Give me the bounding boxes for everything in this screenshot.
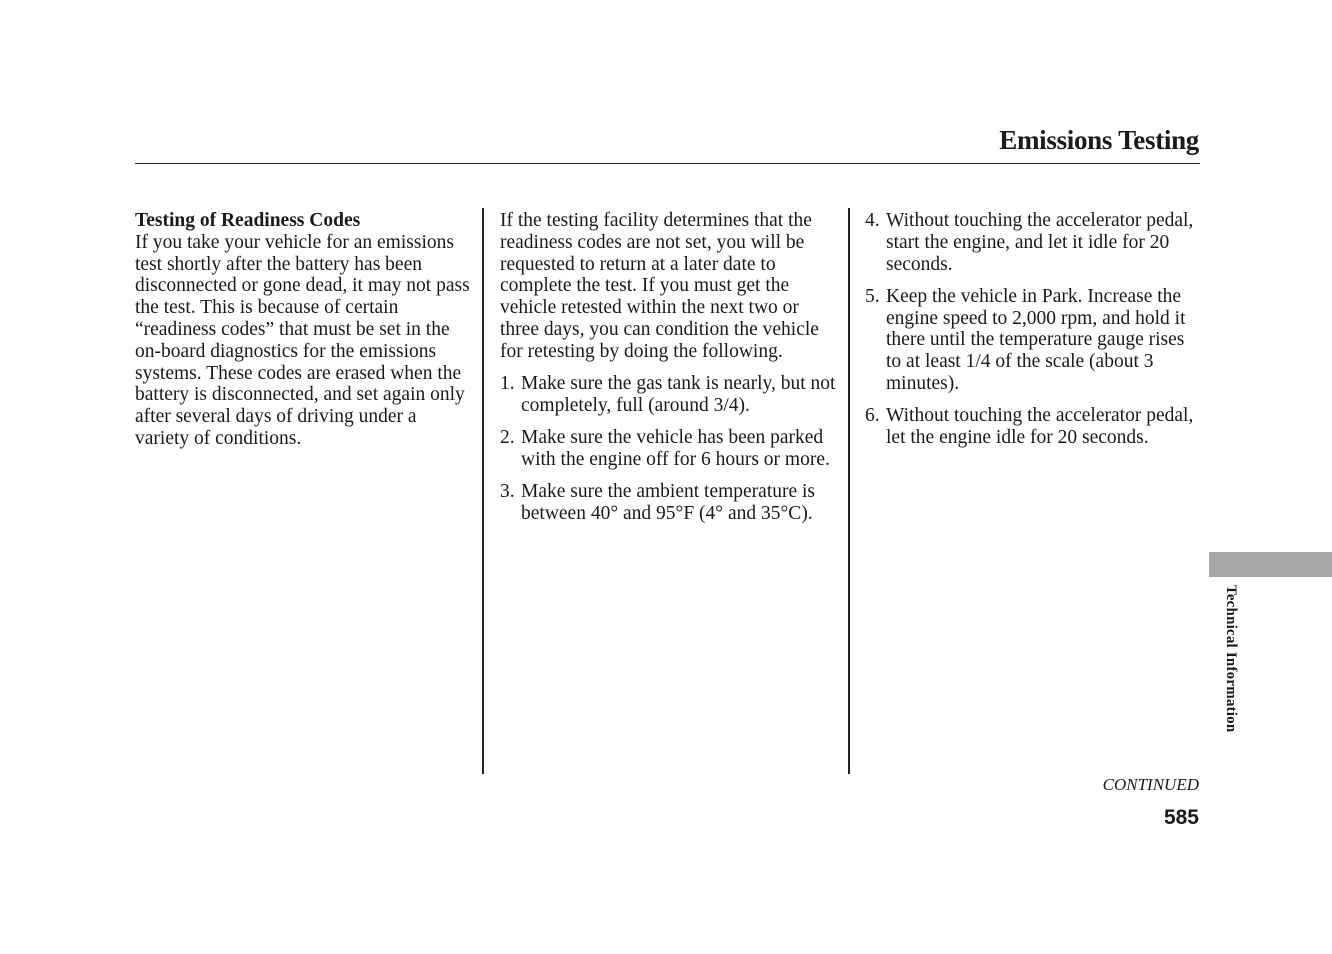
step-text: Without touching the accelerator pedal, let the engine idle for 20 seconds. — [886, 405, 1194, 449]
step-text: Without touching the accelerator pedal, start the engine, and let it idle for 20 seconds. — [886, 210, 1194, 275]
step-number: 4. — [865, 210, 880, 231]
list-item — [500, 427, 836, 471]
page-number: 585 — [1163, 806, 1199, 829]
list-item — [500, 481, 836, 525]
page-title: Emissions Testing — [999, 125, 1199, 155]
text-column-2 — [500, 210, 836, 525]
list-item — [865, 405, 1201, 449]
column-divider — [482, 208, 484, 774]
intro-paragraph: If the testing facility determines that the readiness codes are not set, you will be requested to return at a later date to complete the test. If you must get the vehicle retested within the next two or three days, you can condition the vehicle for retesting by doing the following. — [500, 210, 819, 362]
step-number: 6. — [865, 405, 880, 427]
list-item — [500, 373, 836, 417]
section-tab — [1209, 552, 1332, 577]
header-rule — [135, 163, 1200, 164]
text-column-1 — [135, 210, 470, 450]
step-number: 2. — [500, 427, 515, 449]
step-text: Make sure the ambient temperature is between 40° and 95°F (4° and 35°C). — [521, 481, 816, 525]
step-number: 1. — [500, 373, 515, 395]
step-list — [865, 210, 1201, 449]
section-heading: Testing of Readiness Codes — [135, 210, 361, 231]
step-number: 3. — [500, 481, 515, 503]
step-list — [500, 373, 836, 525]
column-divider — [848, 208, 850, 774]
step-number: 5. — [865, 285, 880, 307]
section-tab-label: Technical Information — [1223, 585, 1239, 733]
body-paragraph: If you take your vehicle for an emissions test shortly after the battery has been disconnected or gone dead, it may not pass the test. This is because of certain “readiness codes” that must be set in the on-board diagnostics for the emissions systems. These codes are erased when the battery is disconnected, and set again only after several days of driving under a variety of conditions. — [135, 231, 470, 449]
text-column-3 — [865, 210, 1201, 449]
step-text: Keep the vehicle in Park. Increase the engine speed to 2,000 rpm, and hold it there until the temperature gauge rises to at least 1/4 of the scale (about 3 minutes). — [886, 285, 1186, 395]
list-item — [865, 286, 1201, 395]
list-item — [865, 210, 1201, 275]
step-text: Make sure the vehicle has been parked with the engine off for 6 hours or more. — [521, 427, 830, 470]
continued-marker: CONTINUED — [1102, 775, 1199, 794]
step-text: Make sure the gas tank is nearly, but not completely, full (around 3/4). — [521, 373, 836, 416]
